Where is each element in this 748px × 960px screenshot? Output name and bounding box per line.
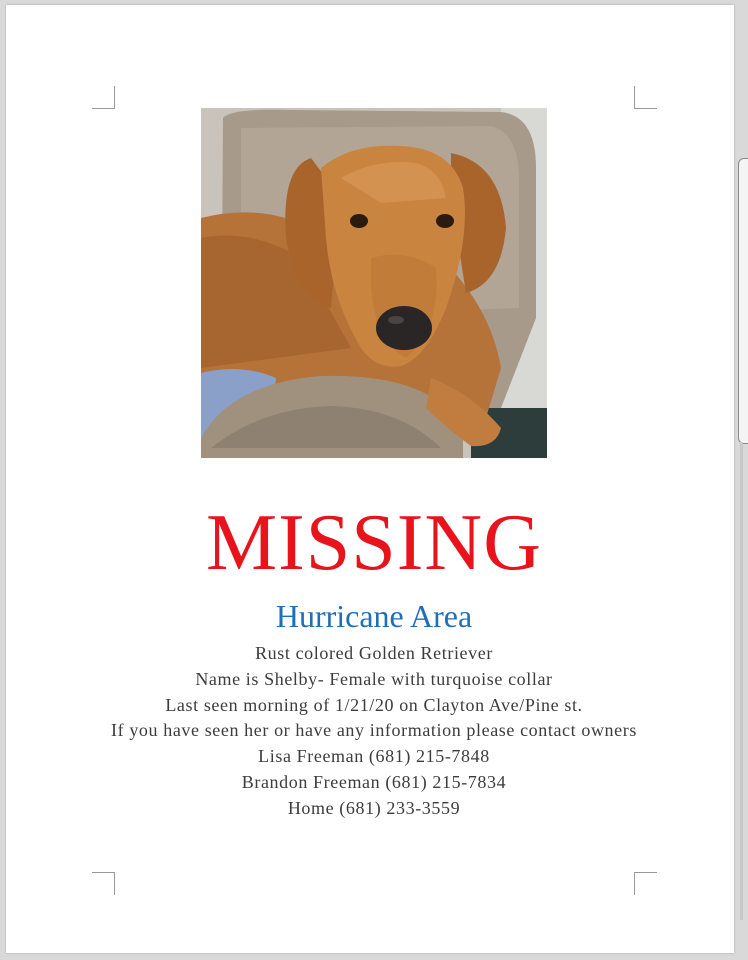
subheadline: Hurricane Area (275, 598, 473, 634)
dog-photo (201, 108, 547, 458)
detail-line: If you have seen her or have any information please contact owners (111, 720, 637, 741)
headline: MISSING (206, 499, 542, 587)
contact-line: Home (681) 233-3559 (287, 797, 461, 818)
crop-mark-bottom-right (634, 872, 657, 895)
flyer-details (110, 641, 638, 822)
contact-line: Lisa Freeman (681) 215-7848 (258, 746, 490, 767)
crop-mark-top-right (634, 86, 657, 109)
detail-line: Rust colored Golden Retriever (255, 643, 493, 663)
scrollbar-thumb[interactable] (738, 158, 748, 444)
contact-line: Brandon Freeman (681) 215-7834 (241, 771, 507, 792)
dog-illustration (201, 108, 547, 458)
crop-mark-top-left (92, 86, 115, 109)
crop-mark-bottom-left (92, 872, 115, 895)
detail-line: Last seen morning of 1/21/20 on Clayton Ave/Pine st. (165, 694, 583, 715)
detail-line: Name is Shelby- Female with turquoise collar (195, 668, 553, 689)
